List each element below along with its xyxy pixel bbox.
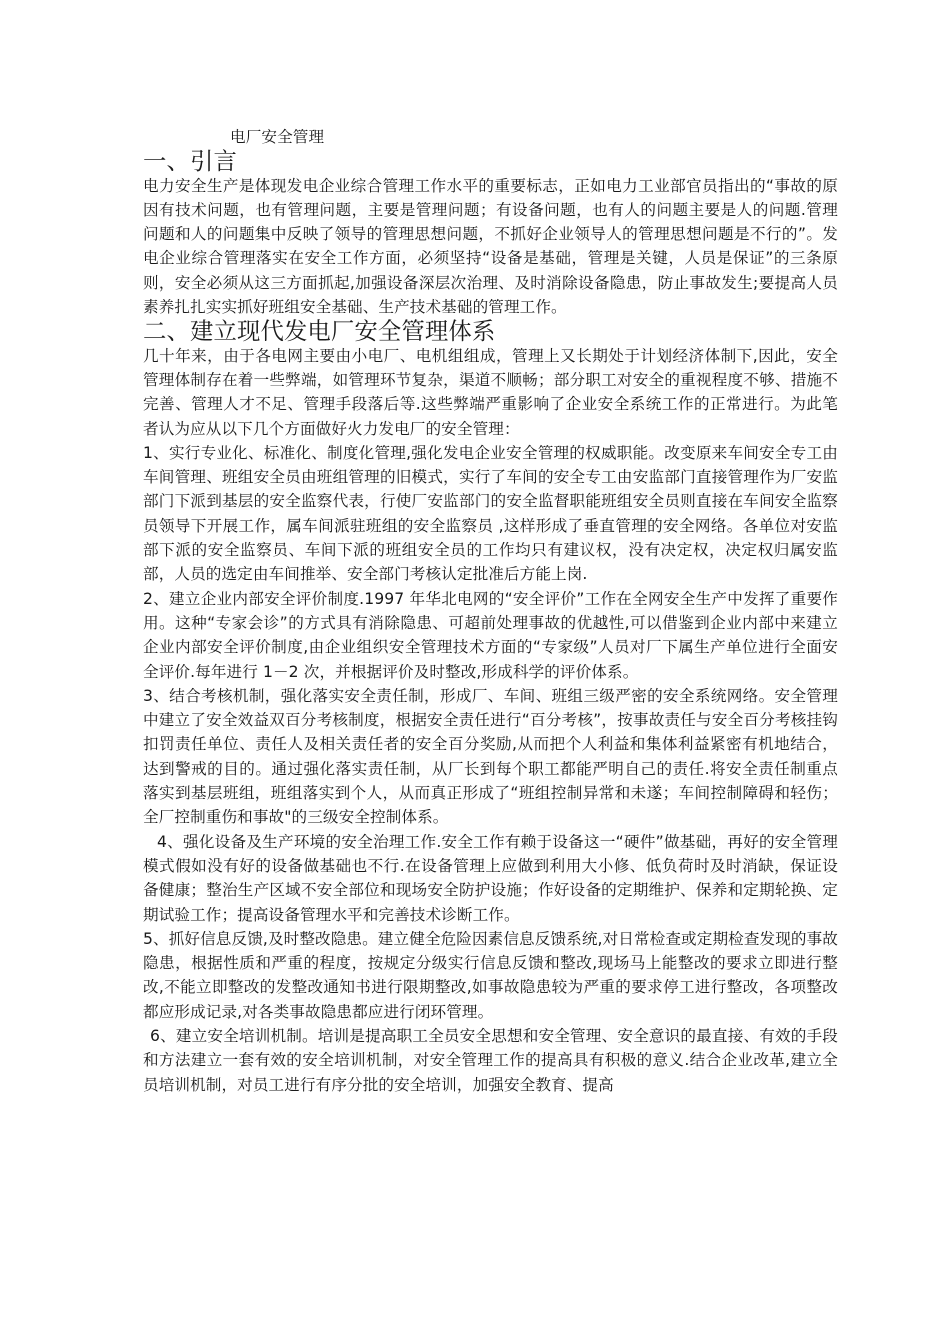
paragraph-item-4: 4、强化设备及生产环境的安全治理工作.安全工作有赖于设备这一“硬件”做基础，再好的安全管理模式假如没有好的设备做基础也不行.在设备管理上应做到利用大小修、低负荷时及时消缺，保证设备健康；整治生产区域不安全部位和现场安全防护设施；作好设备的定期维护、保养和定期轮换、定期试验工作；提高设备管理水平和完善技术诊断工作。 [143,832,838,924]
paragraph-item-2: 2、建立企业内部安全评价制度.1997 年华北电网的“安全评价”工作在全网安全生产中发挥了重要作用。这种“专家会诊”的方式具有消除隐患、可超前处理事故的优越性,可以借鉴到企业内部中来建立企业内部安全评价制度,由企业组织安全管理技术方面的“专家级”人员对厂下属生产单位进行全面安全评价.每年进行 1－2 次，并根据评价及时整改,形成科学的评价体系。 [143,589,838,681]
paragraph-item-6: 6、建立安全培训机制。培训是提高职工全员安全思想和安全管理、安全意识的最直接、有效的手段和方法建立一套有效的安全培训机制，对安全管理工作的提高具有积极的意义.结合企业改革,建立全员培训机制，对员工进行有序分批的安全培训，加强安全教育、提高 [143,1026,838,1094]
document-title: 电厂安全管理 [230,128,325,146]
paragraph-intro: 电力安全生产是体现发电企业综合管理工作水平的重要标志，正如电力工业部官员指出的“事故的原因有技术问题，也有管理问题，主要是管理问题；有设备问题，也有人的问题主要是人的问题.管理问题和人的问题集中反映了领导的管理思想问题，不抓好企业领导人的管理思想问题是不行的”。发电企业综合管理落实在安全工作方面，必须坚持“设备是基础，管理是关键，人员是保证”的三条原则，安全必须从这三方面抓起,加强设备深层次治理、及时消除设备隐患，防止事故发生;要提高人员素养扎扎实实抓好班组安全基础、生产技术基础的管理工作。 [143,176,838,317]
section-heading-safety-system: 二、建立现代发电厂安全管理体系 [143,317,496,346]
section-heading-introduction: 一、引言 [143,147,237,176]
section-introduction [143,149,838,319]
paragraph-item-1: 1、实行专业化、标准化、制度化管理,强化发电企业安全管理的权威职能。改变原来车间安全专工由车间管理、班组安全员由班组管理的旧模式，实行了车间的安全专工由安监部门直接管理作为厂安监部门下派到基层的安全监察代表，行使厂安监部门的安全监督职能班组安全员则直接在车间安全监察员领导下开展工作，属车间派驻班组的安全监察员 ,这样形成了垂直管理的安全网络。各单位对安监部下派的安全监察员、车间下派的班组安全员的工作均只有建议权，没有决定权，决定权归属安监部，人员的选定由车间推举、安全部门考核认定批准后方能上岗. [143,443,838,584]
paragraph-item-5: 5、抓好信息反馈,及时整改隐患。建立健全危险因素信息反馈系统,对日常检查或定期检查发现的事故隐患，根据性质和严重的程度，按规定分级实行信息反馈和整改,现场马上能整改的要求立即进行整改,不能立即整改的发整改通知书进行限期整改,如事故隐患较为严重的要求停工进行整改，各项整改都应形成记录,对各类事故隐患都应进行闭环管理。 [143,929,838,1021]
paragraph-item-3: 3、结合考核机制，强化落实安全责任制，形成厂、车间、班组三级严密的安全系统网络。安全管理中建立了安全效益双百分考核制度，根据安全责任进行“百分考核”，按事故责任与安全百分考核挂钩扣罚责任单位、责任人及相关责任者的安全百分奖励,从而把个人利益和集体利益紧密有机地结合，达到警戒的目的。通过强化落实责任制，从厂长到每个职工都能严明自己的责任.将安全责任制重点落实到基层班组，班组落实到个人，从而真正形成了“班组控制异常和未遂；车间控制障碍和轻伤；全厂控制重伤和事故"的三级安全控制体系。 [143,686,838,827]
section-safety-system [143,319,838,1097]
paragraph-background: 几十年来，由于各电网主要由小电厂、电机组组成，管理上又长期处于计划经济体制下,因此，安全管理体制存在着一些弊端，如管理环节复杂，渠道不顺畅；部分职工对安全的重视程度不够、措施不完善、管理人才不足、管理手段落后等.这些弊端严重影响了企业安全系统工作的正常进行。为此笔者认为应从以下几个方面做好火力发电厂的安全管理： [143,346,838,438]
